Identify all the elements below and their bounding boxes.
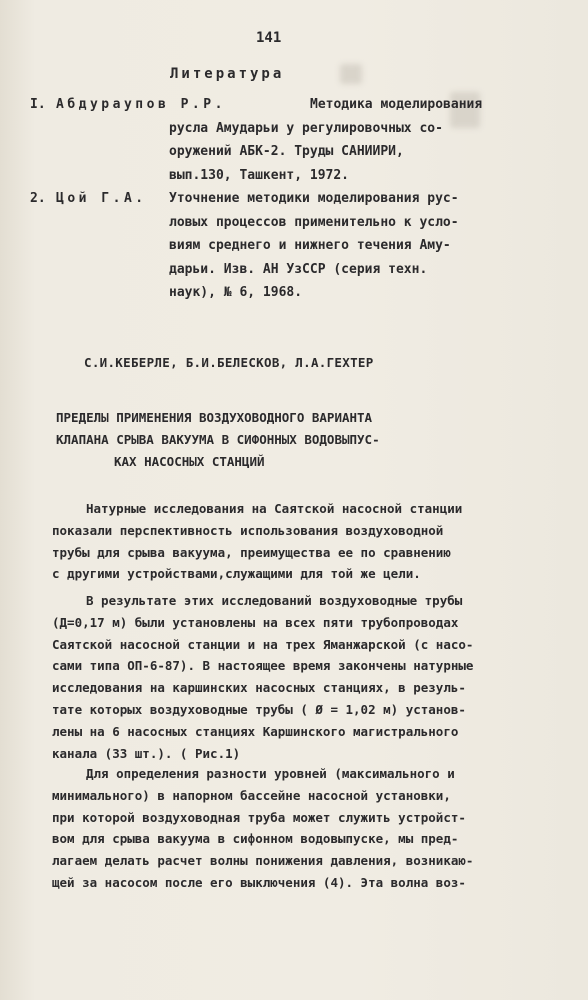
reference-line: виям среднего и нижнего течения Аму- [169,238,451,253]
reference-text-cont [169,117,443,188]
paragraph-line: при которой воздуховодная труба может служить устройст- [52,809,466,825]
reference-number: I. [30,97,46,112]
paragraph-line: (Д=0,17 м) были установлены на всех пяти трубопроводах [52,614,459,630]
paragraph-line: с другими устройствами,служащими для той же цели. [52,566,421,582]
reference-2 [30,187,570,307]
page-number: 141 [256,30,282,46]
paragraph-line: показали перспективность использования воздуховодной [52,522,444,538]
paragraph-2 [52,590,564,764]
title-line: КАХ НАСОСНЫХ СТАНЦИЙ [114,454,265,469]
paragraph-3 [52,763,564,894]
reference-line: оружений АБК-2. Труды САНИИРИ, [169,144,404,159]
paragraph-line: сами типа ОП-6-87). В настоящее время закончены натурные [52,658,474,674]
article-title [56,407,476,473]
reference-line: Уточнение методики моделирования рус- [169,191,459,206]
reference-1 [30,93,570,193]
title-line: КЛАПАНА СРЫВА ВАКУУМА В СИФОННЫХ ВОДОВЫПУС- [56,432,380,447]
reference-number: 2. [30,191,46,206]
paragraph-line: Натурные исследования на Саятской насосной станции [86,501,463,516]
paragraph-line: Для определения разности уровней (максимального и [86,766,455,781]
paragraph-line: лены на 6 насосных станциях Каршинского магистрального [52,723,459,739]
paragraph-1 [52,498,564,585]
paragraph-line: щей за насосом после его выключения (4). Эта волна воз- [52,874,466,890]
paragraph-line: тате которых воздуховодные трубы ( Ø = 1,02 м) установ- [52,701,466,717]
paragraph-line: Саятской насосной станции и на трех Яманжарской (с насо- [52,636,474,652]
reference-text [310,93,482,117]
reference-line: вып.130, Ташкент, 1972. [169,167,350,183]
paragraph-line: канала (33 шт.). ( Рис.1) [52,745,241,761]
reference-line: наук), № 6, 1968. [169,285,303,300]
paragraph-line: лагаем делать расчет волны понижения давления, возникаю- [52,853,474,869]
reference-author: Цой Г.А. [56,191,147,206]
reference-author: Абдураупов Р.Р. [56,97,226,112]
reference-line: русла Амударьи у регулировочных со- [169,120,443,136]
reference-text [169,187,459,305]
paragraph-line: трубы для срыва вакуума, преимущества ее по сравнению [52,544,451,560]
paragraph-line: минимального) в напорном бассейне насосной установки, [52,787,451,803]
title-line: ПРЕДЕЛЫ ПРИМЕНЕНИЯ ВОЗДУХОВОДНОГО ВАРИАНТА [56,410,373,425]
reference-line: ловых процессов применительно к усло- [169,214,459,230]
reference-line: Методика моделирования [310,97,483,112]
smudge [340,64,362,84]
paragraph-line: В результате этих исследований воздуховодные трубы [86,593,463,608]
article-authors: С.И.КЕБЕРЛЕ, Б.И.БЕЛЕСКОВ, Л.А.ГЕХТЕР [84,355,374,370]
literature-heading: Литература [170,66,285,82]
paragraph-line: исследования на каршинских насосных станциях, в резуль- [52,680,466,696]
reference-line: дарьи. Изв. АН УзССР (серия техн. [169,261,428,277]
paragraph-line: вом для срыва вакуума в сифонном водовыпуске, мы пред- [52,831,459,847]
